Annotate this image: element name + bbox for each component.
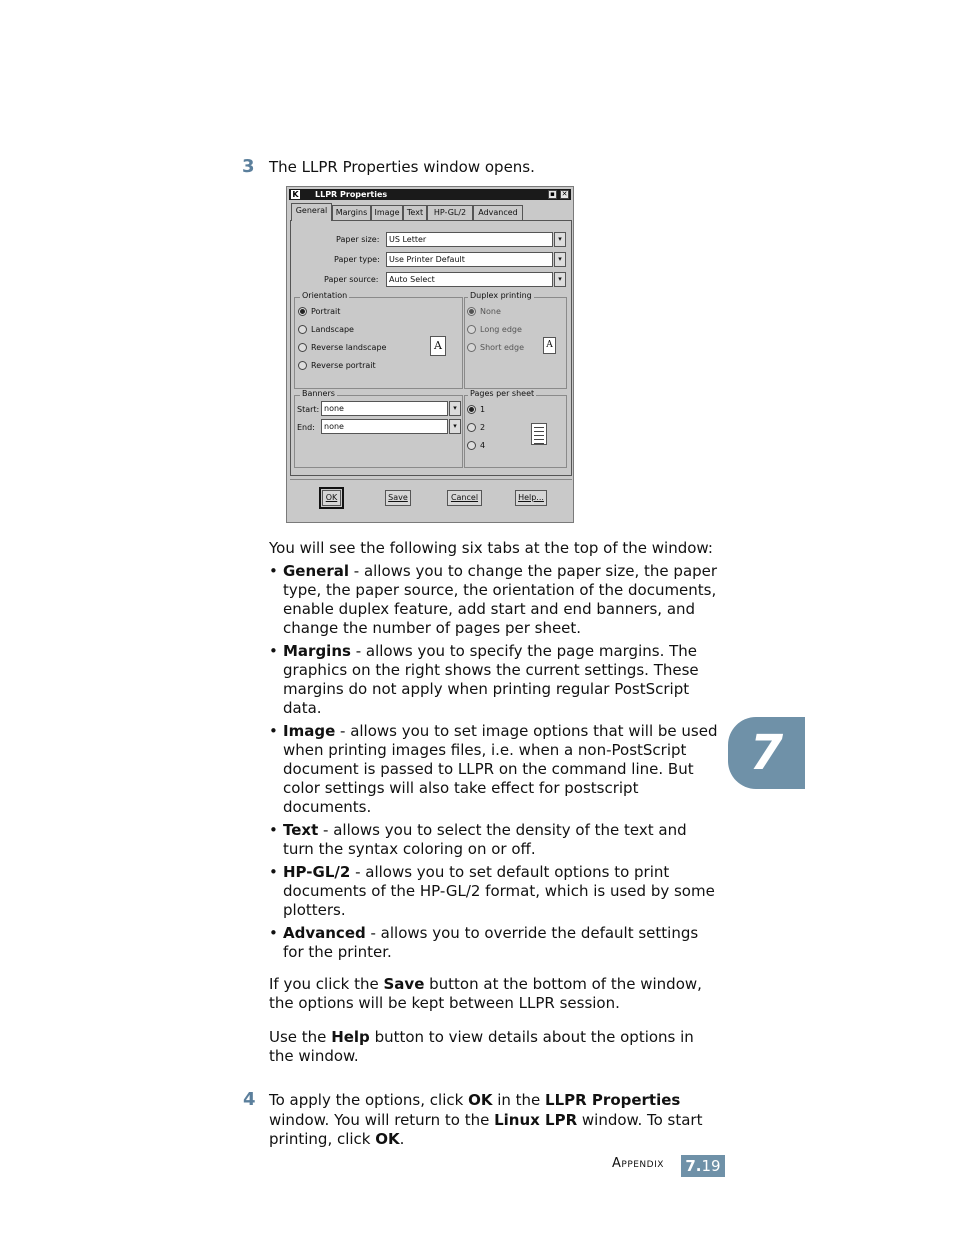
tab-advanced[interactable]: Advanced [473,205,523,220]
step-4-b2: LLPR Properties [545,1091,681,1109]
step-4-b4: OK [375,1130,400,1148]
desc-image: - allows you to set image options that will be used when printing images files, i.e. when a non-PostScript document is passed to LLPR on the command line. But color settings will also take effect for postscript documents. [283,722,718,816]
term-margins: Margins [283,642,351,660]
orientation-preview-icon: A [430,336,446,356]
help-button[interactable]: Help... [515,490,547,506]
chevron-down-icon[interactable]: ▾ [554,272,566,287]
help-paragraph [269,1028,719,1066]
desc-hpgl2: - allows you to set default options to print documents of the HP-GL/2 format, which is used by some plotters. [283,863,715,919]
reverse-landscape-label: Reverse landscape [311,343,387,352]
radio-pages-2[interactable] [467,423,476,432]
pages-2-label: 2 [480,423,486,432]
pages-per-sheet-title: Pages per sheet [470,389,535,398]
save-paragraph [269,975,719,1013]
orientation-title: Orientation [302,291,348,300]
step-4-b1: OK [468,1091,493,1109]
chevron-down-icon[interactable]: ▾ [554,252,566,267]
chevron-down-icon[interactable]: ▾ [449,401,461,416]
paper-type-label: Paper type: [334,255,380,264]
step-4-t1: To apply the options, click [269,1091,469,1109]
save-para-pre: If you click the [269,975,384,993]
reverse-portrait-label: Reverse portrait [311,361,376,370]
ok-button[interactable]: OK [322,490,341,506]
chevron-down-icon[interactable]: ▾ [554,232,566,247]
llpr-properties-window [286,186,574,523]
banner-start-combo[interactable]: none [321,401,448,416]
chapter-number: 7 [749,725,784,781]
footer-page: 19 [701,1157,721,1175]
step-4-t4: window. To start printing, click [269,1110,703,1148]
tab-general[interactable]: General [291,203,332,221]
page-number-badge [681,1155,725,1177]
portrait-label: Portrait [311,307,341,316]
radio-reverse-landscape[interactable] [298,343,307,352]
radio-pages-1[interactable] [467,405,476,414]
term-advanced: Advanced [283,924,366,942]
paper-type-combo[interactable]: Use Printer Default [386,252,553,267]
chapter-tab [728,717,805,789]
desc-text: - allows you to select the density of the text and turn the syntax coloring on or off. [283,821,687,858]
window-titlebar [289,189,571,200]
paper-size-label: Paper size: [336,235,380,244]
help-para-bold: Help [331,1028,370,1046]
radio-pages-4[interactable] [467,441,476,450]
pages-1-label: 1 [480,405,486,414]
radio-long-edge[interactable] [467,325,476,334]
step-4-text [269,1091,719,1150]
radio-reverse-portrait[interactable] [298,361,307,370]
save-para-post: button at the bottom of the window, the options will be kept between LLPR session. [269,975,702,1012]
step-4-t3: window. You will return to the [269,1110,495,1129]
help-para-pre: Use the [269,1028,332,1046]
tab-image[interactable]: Image [371,205,403,220]
list-item [269,924,719,962]
step-4-b3: Linux LPR [494,1110,578,1129]
footer-section-label: Appendix [612,1156,664,1171]
paper-size-combo[interactable]: US Letter [386,232,553,247]
save-button[interactable]: Save [385,490,411,506]
step-3-number: 3 [242,156,255,177]
tab-margins[interactable]: Margins [332,205,371,220]
step-4-number: 4 [243,1089,256,1110]
list-item [269,821,719,859]
close-icon[interactable]: ✕ [561,190,568,198]
landscape-label: Landscape [311,325,354,334]
help-para-post: button to view details about the options in the window. [269,1028,694,1065]
list-item [269,722,719,817]
tab-description-list [269,562,719,966]
tabs-intro: You will see the following six tabs at the top of the window: [269,539,713,557]
save-para-bold: Save [383,975,425,993]
list-item [269,642,719,718]
tab-hpgl2[interactable]: HP-GL/2 [427,205,473,220]
duplex-none-label: None [480,307,501,316]
cancel-button[interactable]: Cancel [447,490,482,506]
step-4-t2: in the [492,1091,546,1109]
duplex-preview-icon: A [543,337,556,354]
desc-general: - allows you to change the paper size, the paper type, the paper source, the orientation of the documents, enable duplex feature, add start and end banners, and change the number of pages per sheet. [283,562,718,637]
button-separator [290,479,572,480]
pages-4-label: 4 [480,441,486,450]
desc-advanced: - allows you to override the default settings for the printer. [283,924,699,961]
term-image: Image [283,722,336,740]
chevron-down-icon[interactable]: ▾ [449,419,461,434]
banner-start-label: Start: [297,405,320,414]
radio-portrait[interactable] [298,307,307,316]
banner-end-label: End: [297,423,315,432]
tab-text[interactable]: Text [403,205,427,220]
kde-app-icon: K [292,190,299,199]
radio-short-edge[interactable] [467,343,476,352]
step-3-text: The LLPR Properties window opens. [269,158,535,176]
term-general: General [283,562,349,580]
duplex-title: Duplex printing [470,291,532,300]
desc-margins: - allows you to specify the page margins. The graphics on the right shows the current settings. These margins do not apply when printing regular PostScript data. [283,642,699,717]
radio-duplex-none[interactable] [467,307,476,316]
paper-source-combo[interactable]: Auto Select [386,272,553,287]
minimize-icon[interactable]: ▪ [548,190,557,199]
banners-title: Banners [302,389,335,398]
window-title: LLPR Properties [315,190,388,199]
short-edge-label: Short edge [480,343,525,352]
banner-end-combo[interactable]: none [321,419,448,434]
term-text: Text [283,821,319,839]
step-4-t5: . [399,1130,405,1148]
radio-landscape[interactable] [298,325,307,334]
term-hpgl2: HP-GL/2 [283,863,351,881]
footer-chapter: 7. [685,1157,702,1175]
list-item [269,863,719,920]
document-page-icon [531,423,547,445]
long-edge-label: Long edge [480,325,522,334]
paper-source-label: Paper source: [324,275,379,284]
list-item [269,562,719,638]
